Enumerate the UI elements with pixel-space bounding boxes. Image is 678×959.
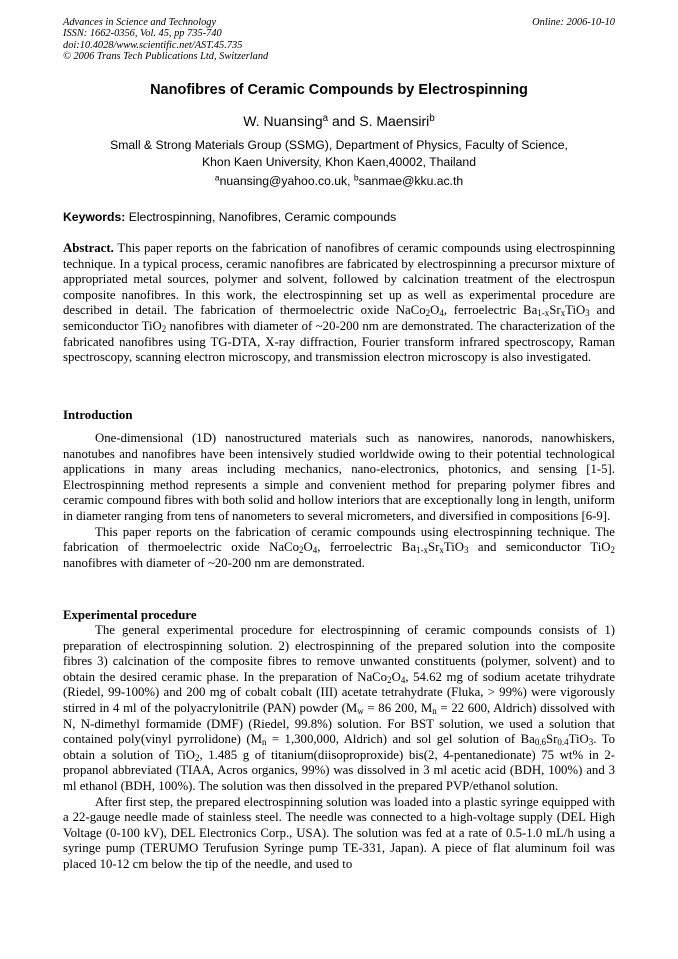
subscript: 2 [425, 308, 431, 319]
exp-text: , 1.485 g of titanium(diisoproproxide) bis(2, 4-pentanedionate) 75 wt% in 2-propanol abbreviated (TIAA, Acros organics, 99%) was dissolved in 3 ml acetic acid (BDH, 100%) and 3 ml ethanol (BDH, 100%). The solution was then dissolved in the prepared PVP/ethanol solution. [63, 747, 616, 793]
email-a: nuansing@yahoo.co.uk, [219, 174, 354, 188]
experimental-heading: Experimental procedure [63, 608, 197, 622]
author-1-marker: a [322, 113, 329, 125]
subscript: 4 [400, 675, 406, 686]
introduction-section [63, 431, 615, 571]
email-line [63, 174, 615, 188]
author-conjunction: and [328, 113, 360, 129]
email-a-marker: a [214, 172, 220, 183]
subscript: x [560, 308, 566, 319]
abstract [63, 241, 615, 366]
keywords [63, 210, 615, 224]
abstract-text: , ferroelectric Ba [443, 303, 538, 318]
abstract-paragraph [63, 241, 615, 366]
author-2: S. Maensiri [359, 113, 430, 129]
intro-text: O [303, 540, 313, 555]
author-1: W. Nuansing [243, 113, 323, 129]
abstract-label: Abstract. [63, 241, 114, 255]
exp-text: = 86 200, M [363, 700, 433, 715]
email-b: sanmae@kku.ac.th [358, 174, 464, 188]
abstract-text: This paper reports on the fabrication of nanofibres of ceramic compounds using electrospinning technique. In a typical process, ceramic nanofibres are fabricated by electrospinning a precursor mixture of appropriated metal sources, polymer and solvent, followed by calcination treatment of the electrospun composite nanofibres. In this work, the electrospinning set up as well as experimental procedure are described in detail. The fabrication of thermoelectric oxide NaCo [63, 241, 615, 318]
affiliation-line-1: Small & Strong Materials Group (SSMG), Department of Physics, Faculty of Science, [110, 138, 568, 152]
subscript: 2 [387, 675, 392, 686]
abstract-text: O [430, 303, 440, 318]
subscript: 3 [464, 545, 469, 556]
author-2-marker: b [429, 113, 435, 125]
intro-text: , ferroelectric Ba [317, 540, 417, 555]
subscript: 0.6 [534, 737, 547, 748]
intro-paragraph-2 [63, 525, 615, 572]
subscript: n [261, 737, 267, 748]
exp-paragraph-2: After first step, the prepared electrospinning solution was loaded into a plastic syringe equipped with a 22-gauge needle made of stainless steel. The needle was connected to a high-voltage supply (DEL High Voltage (0-100 kV), DEL Electronics Corp., USA). The solution was fed at a rate of 0.5-1.0 mL/h using a syringe pump (TERUMO Terufusion Syringe pump TE-331, Japan). A piece of flat aluminum foil was placed 10-12 cm below the tip of the needle, and used to [63, 794, 615, 871]
journal-name: Advances in Science and Technology [63, 17, 217, 28]
exp-text: = 1,300,000, Aldrich) and sol gel solution of Ba [266, 732, 535, 747]
experimental-section [63, 623, 615, 873]
keywords-text: Electrospinning, Nanofibres, Ceramic compounds [125, 210, 397, 224]
intro-paragraph-1: One-dimensional (1D) nanostructured materials such as nanowires, nanorods, nanowhiskers, nanotubes and nanofibres have been intensively studied worldwide owing to their potential technological applications in many areas including mechanics, nano-electronics, photonics, and sensing [1-5]. Electrospinning method represents a simple and convenient method for preparing polymer fibres and ceramic compound fibres with both solid and hollow interiors that are exceptionally long in length, uniform in diameter ranging from tens of nanometers to several micrometers, and diversified in compositions [6-9]. [63, 431, 615, 523]
abstract-text: TiO [565, 303, 586, 318]
subscript: n [432, 706, 437, 717]
intro-text: TiO [443, 540, 464, 555]
subscript: 4 [439, 308, 444, 319]
exp-text: TiO [568, 732, 589, 747]
affiliation [63, 137, 615, 170]
abstract-text: Sr [549, 303, 561, 318]
subscript: 0.4 [557, 737, 569, 748]
exp-text: The general experimental procedure for electrospinning of ceramic compounds consists of 1) preparation of electrospinning solution. 2) electrospinning of the prepared solution into the composite fibres 3) calcination of the composite fibres to remove unwanted constituents (polymer, solvent) and to obtain the desired ceramic phase. In the preparation of NaCo [63, 623, 615, 684]
keywords-label: Keywords: [63, 210, 126, 224]
subscript: 2 [299, 545, 304, 556]
author-line [63, 113, 615, 129]
exp-text: O [391, 669, 401, 684]
abstract-text: nanofibres with diameter of ~20-200 nm are demonstrated. The characterization of the fabricated nanofibres using TG-DTA, X-ray diffraction, Fourier transform infrared spectroscopy, Raman spectroscopy, scanning electron microscopy, and transmission electron microscopy is also investigated. [63, 318, 615, 365]
intro-text: nanofibres with diameter of ~20-200 nm are demonstrated. [63, 555, 365, 570]
subscript: x [439, 545, 444, 556]
email-b-marker: b [353, 172, 359, 183]
subscript: 2 [195, 752, 200, 763]
exp-paragraph-1 [63, 623, 615, 795]
copyright-line: © 2006 Trans Tech Publications Ltd, Switzerland [63, 50, 269, 62]
journal-header [63, 17, 615, 62]
abstract-text: and semiconductor TiO [63, 303, 615, 333]
paper-title: Nanofibres of Ceramic Compounds by Electrospinning [150, 82, 528, 98]
subscript: 4 [312, 545, 318, 556]
subscript: 2 [610, 545, 616, 556]
introduction-heading: Introduction [63, 408, 133, 422]
issn-line: ISSN: 1662-0356, Vol. 45, pp 735-740 [63, 28, 222, 40]
subscript: 1-x [537, 308, 550, 319]
affiliation-line-2: Khon Kaen University, Khon Kaen,40002, Thailand [202, 154, 476, 169]
online-date: Online: 2006-10-10 [532, 17, 615, 28]
exp-text: Sr [546, 732, 558, 747]
subscript: 3 [588, 737, 594, 748]
exp-text: . To obtain a solution of TiO [63, 732, 615, 762]
subscript: 1-x [416, 545, 428, 556]
intro-text: and semiconductor TiO [468, 540, 611, 555]
intro-text: This paper reports on the fabrication of ceramic compounds using electrospinning technique. The fabrication of thermoelectric oxide NaCo [63, 524, 615, 555]
doi-line: doi:10.4028/www.scientific.net/AST.45.735 [63, 39, 243, 51]
exp-text: , 54.62 mg of sodium acetate trihydrate (Riedel, 99-100%) and 200 mg of cobalt cobalt (III) acetate tetrahydrate (Fluka, > 99%) were vigorously stirred in 4 ml of the polyacrylonitrile (PAN) powder (M [63, 669, 615, 715]
subscript: 2 [161, 324, 167, 335]
subscript: w [357, 706, 364, 717]
exp-text: = 22 600, Aldrich) dissolved with N, N-dimethyl formamide (DMF) (Riedel, 99.8%) solution. For BST solution, we used a solution that contained poly(vinyl pyrrolidone) (M [63, 700, 615, 747]
intro-text: Sr [427, 540, 440, 555]
subscript: 3 [585, 308, 590, 319]
